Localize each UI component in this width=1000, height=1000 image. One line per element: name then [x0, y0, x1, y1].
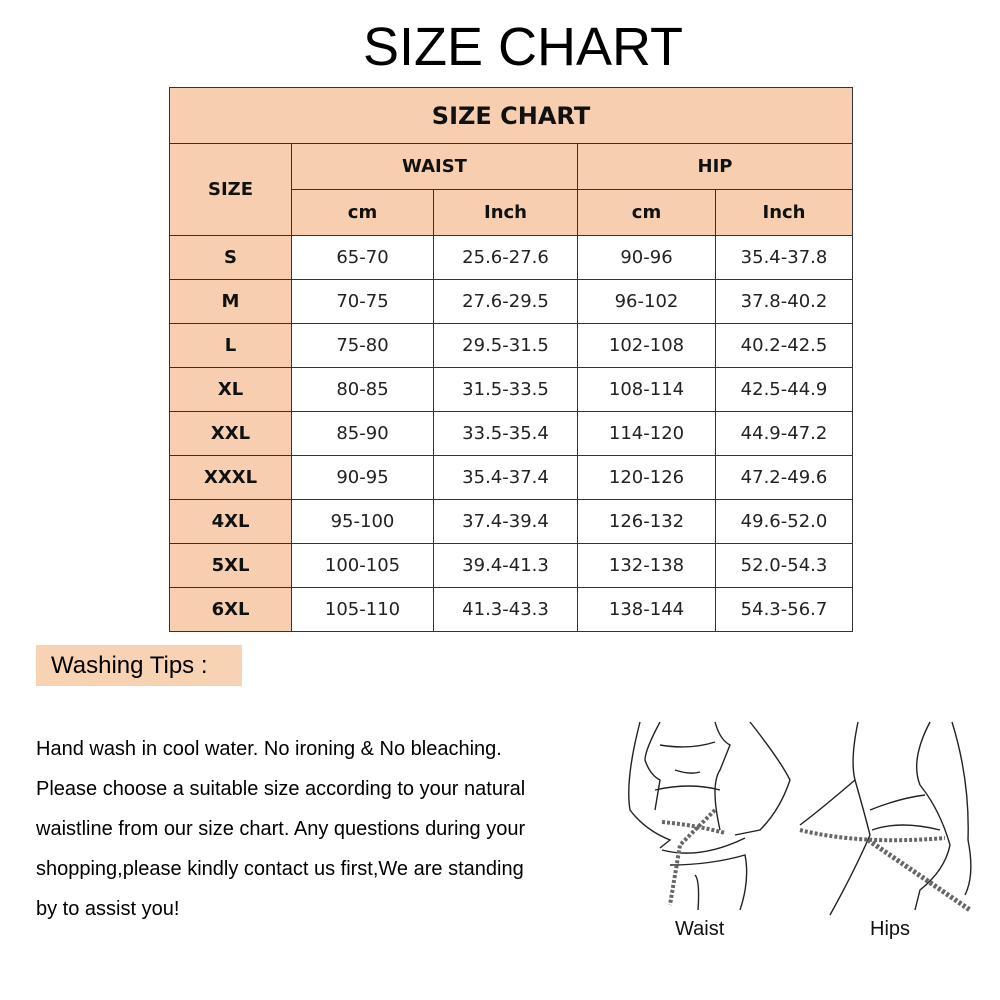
measurement-illustration [600, 700, 1000, 960]
measurement-cell: 35.4-37.4 [434, 456, 578, 500]
table-row [170, 324, 853, 368]
waist-caption: Waist [675, 918, 725, 940]
measurement-cell: 108-114 [578, 368, 716, 412]
measurement-cell: 37.4-39.4 [434, 500, 578, 544]
measurement-cell: 90-96 [578, 236, 716, 280]
unit-header: Inch [716, 190, 853, 236]
measurement-cell: 54.3-56.7 [716, 588, 853, 632]
measurement-cell: 75-80 [292, 324, 434, 368]
measurement-cell: 41.3-43.3 [434, 588, 578, 632]
unit-header: cm [578, 190, 716, 236]
measurement-cell: 31.5-33.5 [434, 368, 578, 412]
size-label: L [170, 324, 292, 368]
size-label: S [170, 236, 292, 280]
measurement-cell: 37.8-40.2 [716, 280, 853, 324]
table-row [170, 236, 853, 280]
measurement-cell: 105-110 [292, 588, 434, 632]
waist-header: WAIST [292, 144, 578, 190]
measurement-cell: 33.5-35.4 [434, 412, 578, 456]
size-label: M [170, 280, 292, 324]
measurement-cell: 44.9-47.2 [716, 412, 853, 456]
measurement-cell: 114-120 [578, 412, 716, 456]
hip-header: HIP [578, 144, 853, 190]
measurement-cell: 42.5-44.9 [716, 368, 853, 412]
measurement-cell: 39.4-41.3 [434, 544, 578, 588]
measurement-cell: 25.6-27.6 [434, 236, 578, 280]
table-row [170, 280, 853, 324]
washing-tips-label: Washing Tips : [36, 645, 242, 686]
table-row [170, 544, 853, 588]
size-label: 5XL [170, 544, 292, 588]
tips-line: Hand wash in cool water. No ironing & No bleaching. [36, 738, 502, 760]
tips-line: Please choose a suitable size according to your natural [36, 778, 526, 800]
tips-line: shopping,please kindly contact us first,We are standing [36, 858, 524, 880]
page-title: SIZE CHART [362, 17, 684, 77]
measurement-cell: 90-95 [292, 456, 434, 500]
size-header: SIZE [170, 144, 292, 236]
tips-line: by to assist you! [36, 898, 180, 920]
measurement-cell: 138-144 [578, 588, 716, 632]
measurement-cell: 49.6-52.0 [716, 500, 853, 544]
measurement-cell: 80-85 [292, 368, 434, 412]
size-chart-table [169, 87, 853, 632]
measurement-cell: 65-70 [292, 236, 434, 280]
washing-tips-text [36, 729, 616, 929]
table-row [170, 368, 853, 412]
size-label: XL [170, 368, 292, 412]
size-label: XXL [170, 412, 292, 456]
measurement-cell: 85-90 [292, 412, 434, 456]
size-label: XXXL [170, 456, 292, 500]
measurement-cell: 95-100 [292, 500, 434, 544]
table-title: SIZE CHART [170, 88, 853, 144]
unit-header: Inch [434, 190, 578, 236]
measurement-cell: 35.4-37.8 [716, 236, 853, 280]
measurement-cell: 27.6-29.5 [434, 280, 578, 324]
measurement-cell: 120-126 [578, 456, 716, 500]
table-row [170, 456, 853, 500]
measurement-cell: 47.2-49.6 [716, 456, 853, 500]
table-row [170, 588, 853, 632]
measurement-cell: 96-102 [578, 280, 716, 324]
unit-header: cm [292, 190, 434, 236]
measurement-cell: 102-108 [578, 324, 716, 368]
measurement-cell: 100-105 [292, 544, 434, 588]
table-row [170, 500, 853, 544]
body-sketch-icon [600, 700, 1000, 960]
measurement-cell: 29.5-31.5 [434, 324, 578, 368]
measurement-cell: 52.0-54.3 [716, 544, 853, 588]
hips-caption: Hips [870, 918, 911, 940]
size-label: 4XL [170, 500, 292, 544]
tips-line: waistline from our size chart. Any questions during your [36, 818, 526, 840]
measurement-cell: 126-132 [578, 500, 716, 544]
table-row [170, 412, 853, 456]
size-label: 6XL [170, 588, 292, 632]
measurement-cell: 132-138 [578, 544, 716, 588]
measurement-cell: 40.2-42.5 [716, 324, 853, 368]
measurement-cell: 70-75 [292, 280, 434, 324]
